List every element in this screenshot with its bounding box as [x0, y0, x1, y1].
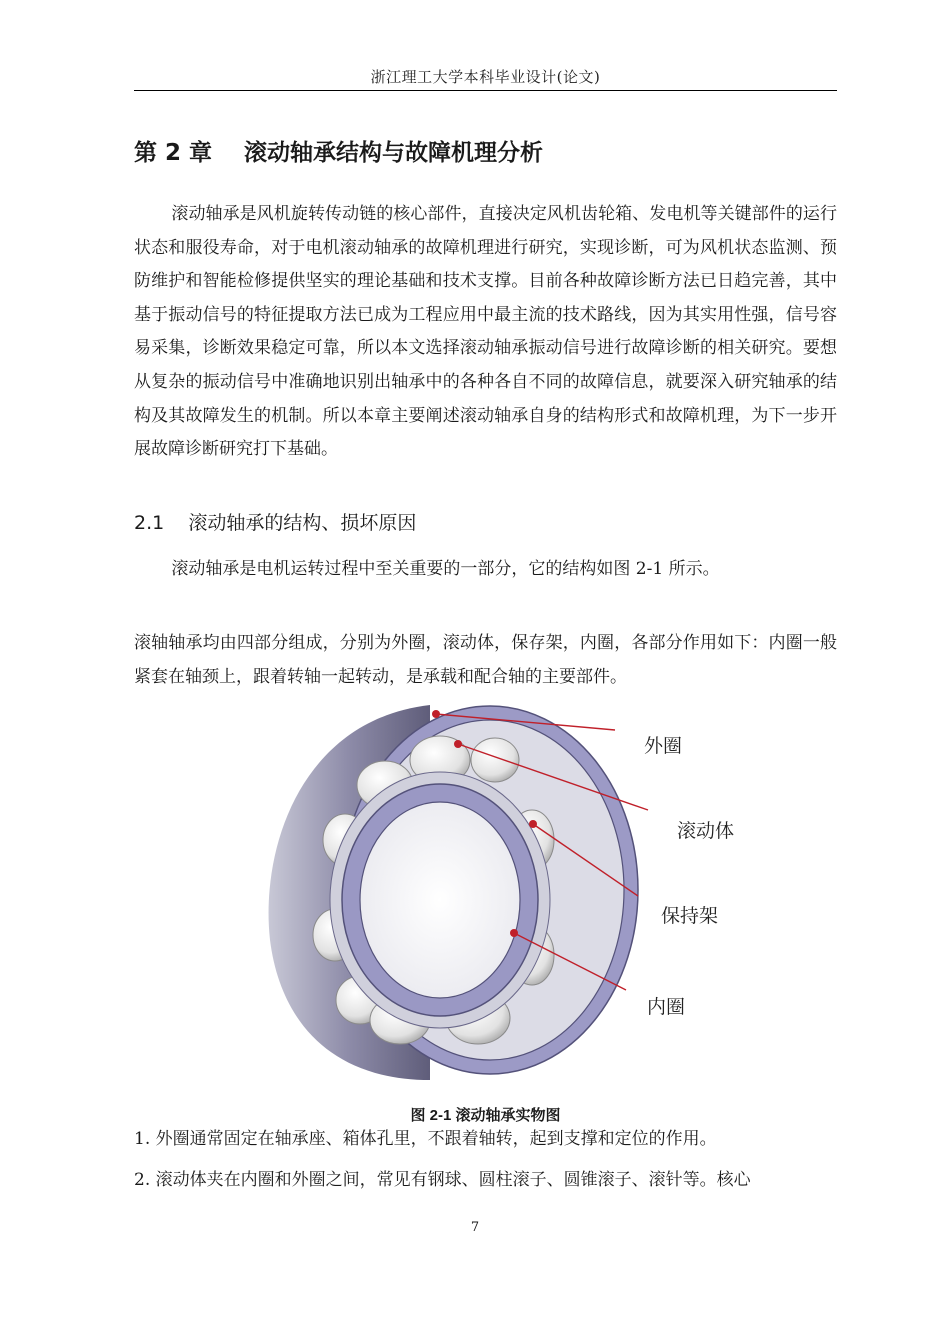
running-header: 浙江理工大学本科毕业设计(论文) — [370, 68, 601, 86]
inner-ring-bore — [360, 802, 520, 998]
label-outer-ring: 外圈 — [644, 735, 683, 757]
page-number: 7 — [470, 1220, 480, 1235]
cage-marker — [529, 820, 537, 828]
rolling-element-marker — [454, 740, 462, 748]
header-rule — [134, 90, 837, 91]
chapter-title: 第 2 章 滚动轴承结构与故障机理分析 — [134, 140, 544, 166]
intro-paragraph: 滚动轴承是风机旋转传动链的核心部件，直接决定风机齿轮箱、发电机等关键部件的运行状态和服役寿命，对于电机滚动轴承的故障机理进行研究，实现诊断，可为风机状态监测、预防维护和智能检修提供坚实的理论基础和技术支撑。目前各种故障诊断方法已日趋完善，其中基于振动信号的特征提取方法已成为工程应用中最主流的技术路线，因为其实用性强，信号容易采集，诊断效果稳定可靠，所以本文选择滚动轴承振动信号进行故障诊断的相关研究。要想从复杂的振动信号中准确地识别出轴承中的各种各自不同的故障信息，就要深入研究轴承的结构及其故障发生的机制。所以本章主要阐述滚动轴承自身的结构形式和故障机理，为下一步开展故障诊断研究打下基础。 — [134, 204, 837, 460]
label-cage: 保持架 — [661, 905, 719, 927]
bearing-figure — [240, 700, 800, 1085]
label-inner-ring: 内圈 — [647, 996, 686, 1018]
bearing-illustration — [240, 700, 800, 1085]
list-item: 1. 外圈通常固定在轴承座、箱体孔里，不跟着轴转，起到支撑和定位的作用。 — [134, 1129, 717, 1149]
section-title: 2.1 滚动轴承的结构、损坏原因 — [134, 512, 417, 534]
structure-ref-paragraph: 滚动轴承是电机运转过程中至关重要的一部分，它的结构如图 2-1 所示。 — [171, 559, 720, 579]
label-rolling-element: 滚动体 — [677, 820, 735, 842]
figure-caption: 图 2-1 滚动轴承实物图 — [410, 1107, 561, 1124]
components-paragraph: 滚轴轴承均由四部分组成，分别为外圈，滚动体，保存架，内圈，各部分作用如下：内圈一般紧套在轴颈上，跟着转轴一起转动，是承载和配合轴的主要部件。 — [134, 633, 837, 687]
list-item: 2. 滚动体夹在内圈和外圈之间，常见有钢球、圆柱滚子、圆锥滚子、滚针等。核心 — [134, 1170, 751, 1190]
inner-ring-marker — [510, 929, 518, 937]
outer-ring-marker — [432, 710, 440, 718]
